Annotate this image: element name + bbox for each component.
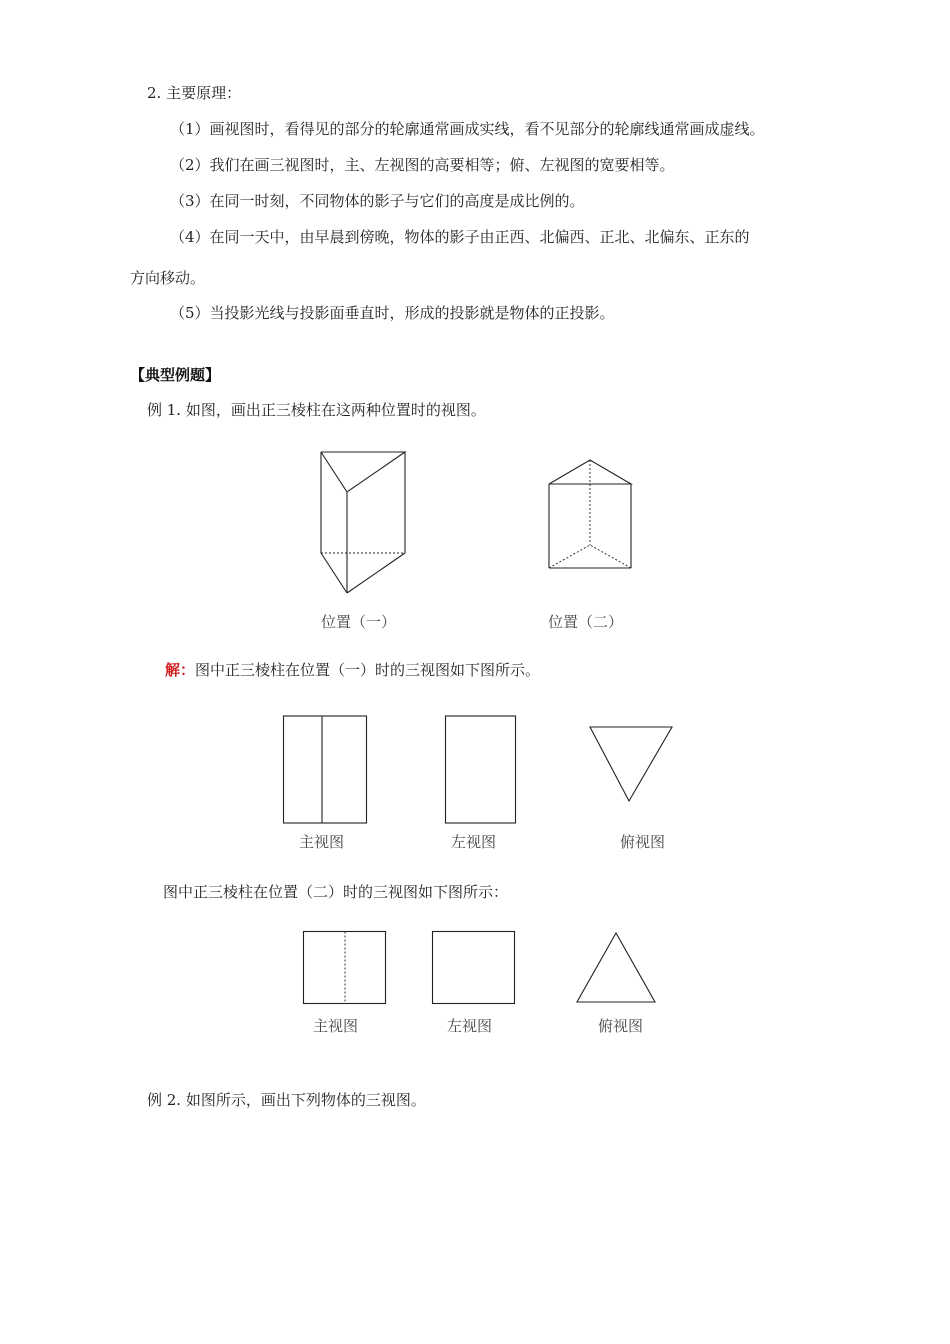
- principle-item-4-continued: 方向移动。: [130, 269, 206, 287]
- position1-top-caption: 俯视图: [620, 833, 666, 851]
- position2-caption: 位置（二）: [548, 613, 624, 631]
- principles-heading: 2. 主要原理：: [147, 84, 242, 102]
- position1-top-view: [588, 725, 674, 805]
- prism-position1-figure: [310, 445, 420, 605]
- position1-caption: 位置（一）: [321, 613, 397, 631]
- principle-item-2: （2）我们在画三视图时，主、左视图的高要相等；俯、左视图的宽要相等。: [170, 156, 675, 174]
- position2-solution-text: 图中正三棱柱在位置（二）时的三视图如下图所示：: [163, 883, 509, 901]
- position2-left-view: [431, 930, 517, 1006]
- examples-heading: 【典型例题】: [130, 366, 221, 384]
- solution-text: 图中正三棱柱在位置（一）时的三视图如下图所示。: [195, 661, 541, 679]
- example2-question: 例 2. 如图所示，画出下列物体的三视图。: [147, 1091, 426, 1109]
- position1-front-view: [282, 715, 368, 825]
- position2-top-view: [574, 930, 658, 1006]
- prism-position2-figure: [540, 450, 640, 575]
- solution-line: [165, 660, 540, 680]
- principle-item-5: （5）当投影光线与投影面垂直时，形成的投影就是物体的正投影。: [170, 304, 615, 322]
- principle-item-3: （3）在同一时刻，不同物体的影子与它们的高度是成比例的。: [170, 192, 585, 210]
- solution-label: 解：: [165, 661, 196, 679]
- position2-front-caption: 主视图: [313, 1017, 359, 1035]
- position2-top-caption: 俯视图: [598, 1017, 644, 1035]
- position1-left-caption: 左视图: [451, 833, 497, 851]
- position1-left-view: [444, 715, 518, 825]
- principle-item-4: （4）在同一天中，由早晨到傍晚，物体的影子由正西、北偏西、正北、北偏东、正东的: [170, 228, 750, 246]
- position2-left-caption: 左视图: [447, 1017, 493, 1035]
- principle-item-1: （1）画视图时，看得见的部分的轮廓通常画成实线，看不见部分的轮廓线通常画成虚线。: [170, 120, 765, 138]
- position2-front-view: [302, 930, 388, 1006]
- example1-question: 例 1. 如图，画出正三棱柱在这两种位置时的视图。: [147, 401, 486, 419]
- position1-front-caption: 主视图: [299, 833, 345, 851]
